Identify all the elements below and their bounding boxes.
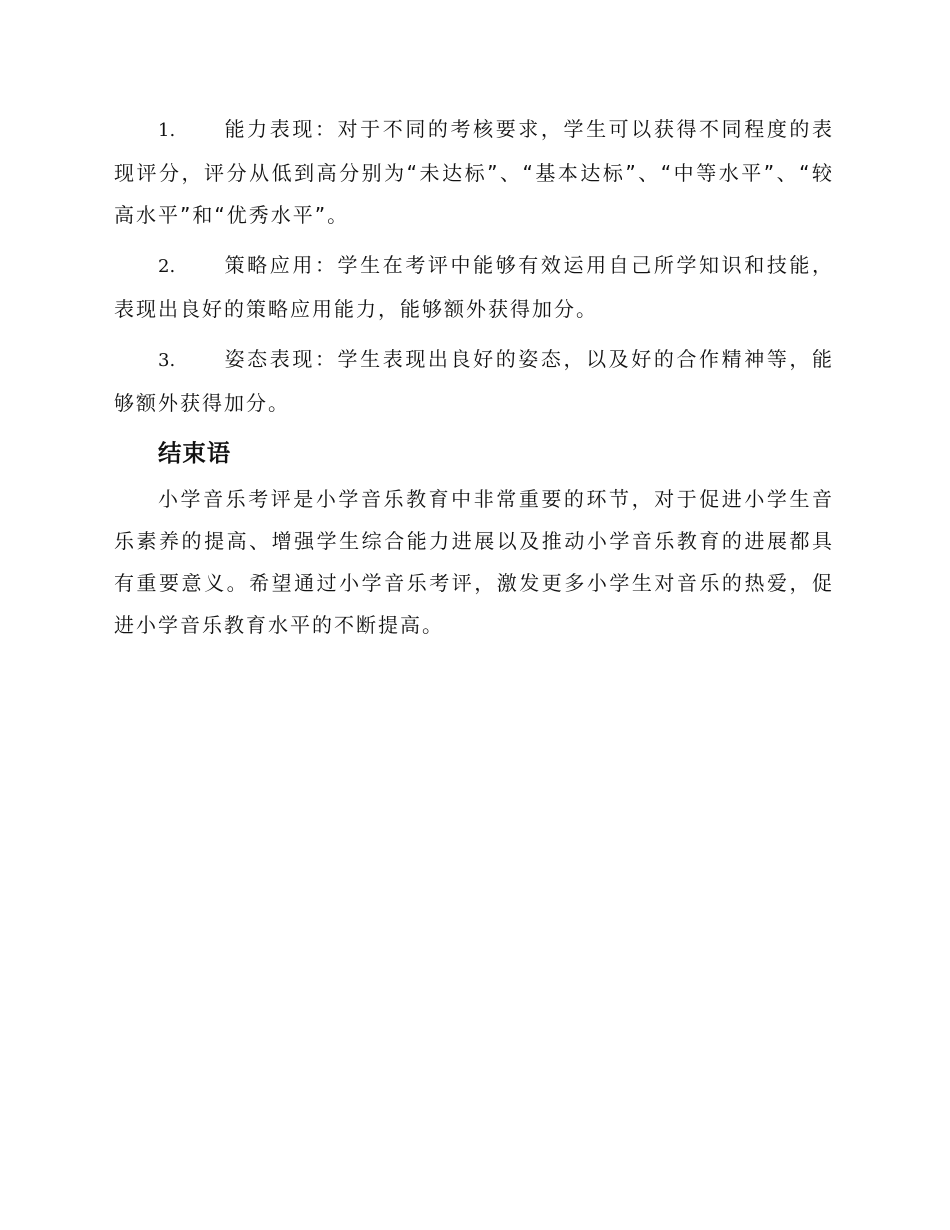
document-content <box>114 108 834 646</box>
list-item-1 <box>114 108 834 236</box>
list-number: 3. <box>158 350 176 371</box>
list-number: 1. <box>158 120 176 141</box>
list-text: 策略应用：学生在考评中能够有效运用自己所学知识和技能，表现出良好的策略应用能力，能够额外获得加分。 <box>114 253 834 321</box>
list-item-3 <box>114 338 834 424</box>
list-text: 姿态表现：学生表现出良好的姿态，以及好的合作精神等，能够额外获得加分。 <box>114 347 834 415</box>
conclusion-heading: 结束语 <box>158 439 232 467</box>
conclusion-paragraph: 小学音乐考评是小学音乐教育中非常重要的环节，对于促进小学生音乐素养的提高、增强学生综合能力进展以及推动小学音乐教育的进展都具有重要意义。希望通过小学音乐考评，激发更多小学生对音乐的热爱，促进小学音乐教育水平的不断提高。 <box>114 487 834 637</box>
list-text: 能力表现：对于不同的考核要求，学生可以获得不同程度的表现评分，评分从低到高分别为“未达标”、“基本达标”、“中等水平”、“较高水平”和“优秀水平”。 <box>114 117 834 227</box>
list-number: 2. <box>158 256 176 277</box>
list-item-2 <box>114 244 834 330</box>
